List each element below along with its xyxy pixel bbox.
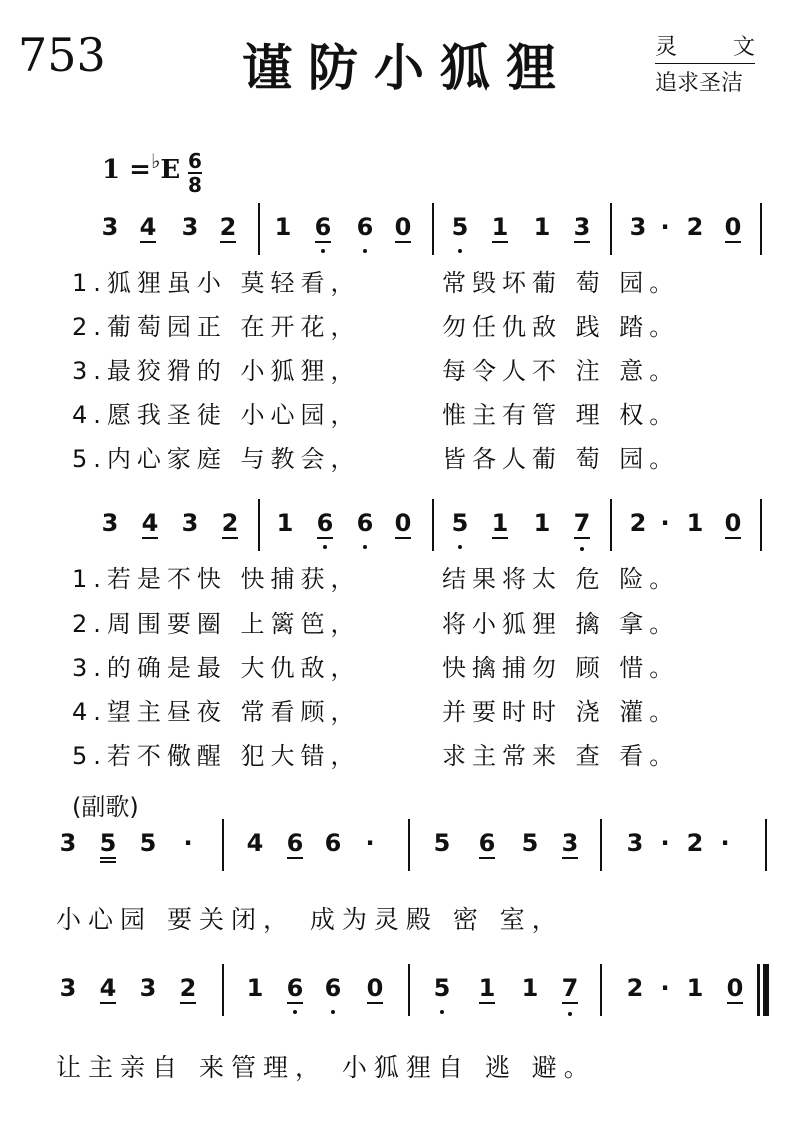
key-signature: 1 =♭E [102,149,181,185]
lyric-line: 4.愿我圣徒 小心园， 惟主有管 理 权。 [72,401,680,429]
lyric-line: 2.周围要圈 上篱笆， 将小狐狸 擒 拿。 [72,610,680,638]
notation-line-1: 3 4 3 2 1 6 6 0 5 1 1 3 3 · 2 0 [0,213,800,253]
lyric-line: 4.望主昼夜 常看顾， 并要时时 浇 灌。 [72,698,680,726]
lyric-line: 2.葡萄园正 在开花， 勿任仇敌 践 踏。 [72,313,680,341]
refrain-notation-2: 3 4 3 2 1 6 6 0 5 1 1 7 2 · 1 0 [0,974,800,1014]
lyric-line: 5.内心家庭 与教会， 皆各人葡 萄 园。 [72,445,680,473]
time-signature: 6 8 [188,149,202,197]
lyric-line: 3.最狡猾的 小狐狸， 每令人不 注 意。 [72,357,680,385]
refrain-lyric-1: 小心园 要关闭， 成为灵殿 密 室， [56,905,564,934]
lyric-line: 1.狐狸虽小 莫轻看， 常毁坏葡 萄 园。 [72,269,680,297]
hymn-number: 753 [18,28,106,82]
author-lyricist: 灵 [655,35,678,60]
refrain-lyric-2: 让主亲自 来管理， 小狐狸自 逃 避。 [56,1053,596,1082]
lyric-line: 1.若是不快 快捕获， 结果将太 危 险。 [72,565,680,593]
lyric-line: 3.的确是最 大仇敌， 快擒捕勿 顾 惜。 [72,654,680,682]
author-credit [655,30,755,97]
refrain-notation-1: 3 5 5 · 4 6 6 · 5 6 5 3 3 · 2 · [0,829,800,869]
lyric-line: 5.若不儆醒 犯大错， 求主常来 查 看。 [72,742,680,770]
refrain-label: (副歌) [72,793,139,821]
hymn-title: 谨防小狐狸 [242,39,572,97]
author-source: 追求圣洁 [655,71,744,96]
notation-line-2: 3 4 3 2 1 6 6 0 5 1 1 7 2 · 1 0 [0,509,800,549]
author-lyricist-2: 文 [732,35,755,60]
